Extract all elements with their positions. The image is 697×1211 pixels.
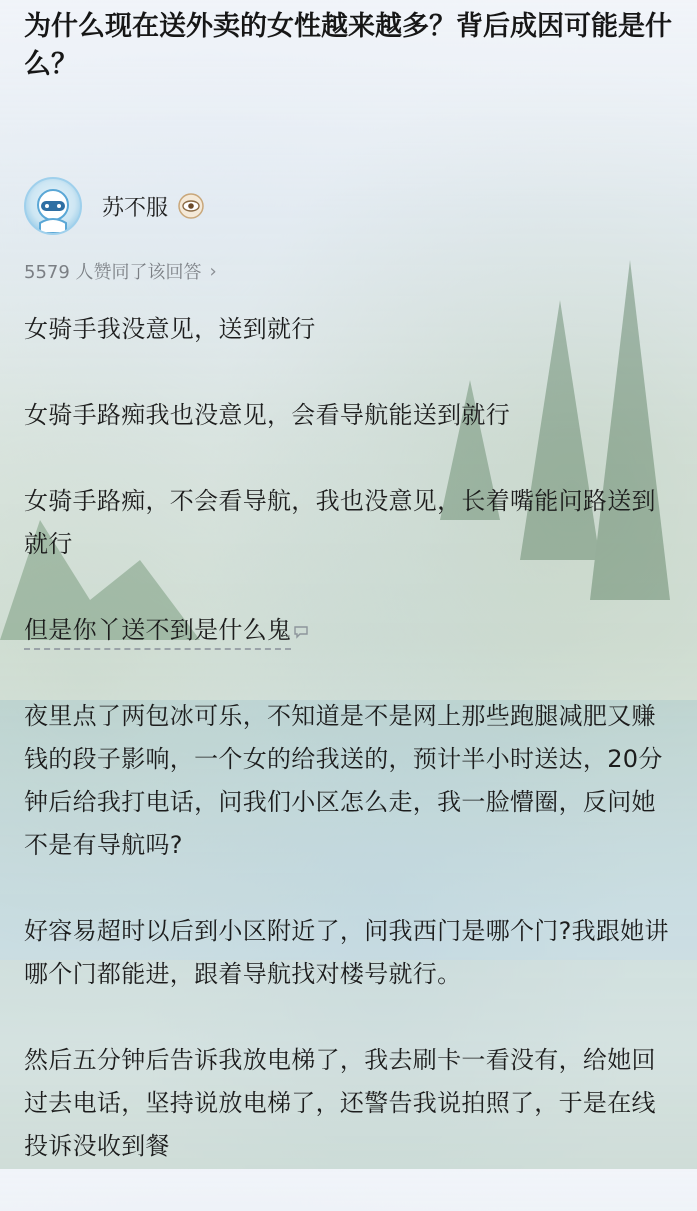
likes-text: 5579 人赞同了该回答: [24, 262, 202, 283]
comment-bubble-icon[interactable]: [293, 610, 309, 624]
answer-body: [24, 308, 674, 1211]
astronaut-avatar-icon: [26, 179, 80, 233]
author-row[interactable]: [24, 176, 204, 236]
answer-paragraph-annotated[interactable]: [24, 609, 674, 652]
question-title[interactable]: 为什么现在送外卖的女性越来越多？背后成因可能是什么？: [24, 11, 672, 80]
avatar[interactable]: [24, 177, 82, 235]
answer-paragraph: 然后五分钟后告诉我放电梯了，我去刷卡一看没有，给她回过去电话，坚持说放电梯了，还警告我说拍照了，于是在线投诉没收到餐: [24, 1046, 656, 1160]
answer-paragraph: 女骑手我没意见，送到就行: [24, 315, 316, 343]
answer-paragraph: 女骑手路痴，不会看导航，我也没意见，长着嘴能问路送到就行: [24, 487, 656, 558]
chevron-right-icon: ›: [209, 260, 217, 282]
annotated-text[interactable]: 但是你丫送不到是什么鬼: [24, 616, 291, 650]
answer-paragraph: 夜里点了两包冰可乐，不知道是不是网上那些跑腿减肥又赚钱的段子影响，一个女的给我送的，预计半小时送达，20分钟后给我打电话，问我们小区怎么走，我一脸懵圈，反问她不是有导航吗?: [24, 702, 663, 859]
likes-count[interactable]: [24, 258, 217, 284]
answer-paragraph: 女骑手路痴我也没意见，会看导航能送到就行: [24, 401, 510, 429]
answer-paragraph: 好容易超时以后到小区附近了，问我西门是哪个门?我跟她讲哪个门都能进，跟着导航找对楼号就行。: [24, 917, 669, 988]
author-name[interactable]: 苏不服: [102, 195, 169, 221]
eye-badge-icon: [178, 193, 204, 219]
